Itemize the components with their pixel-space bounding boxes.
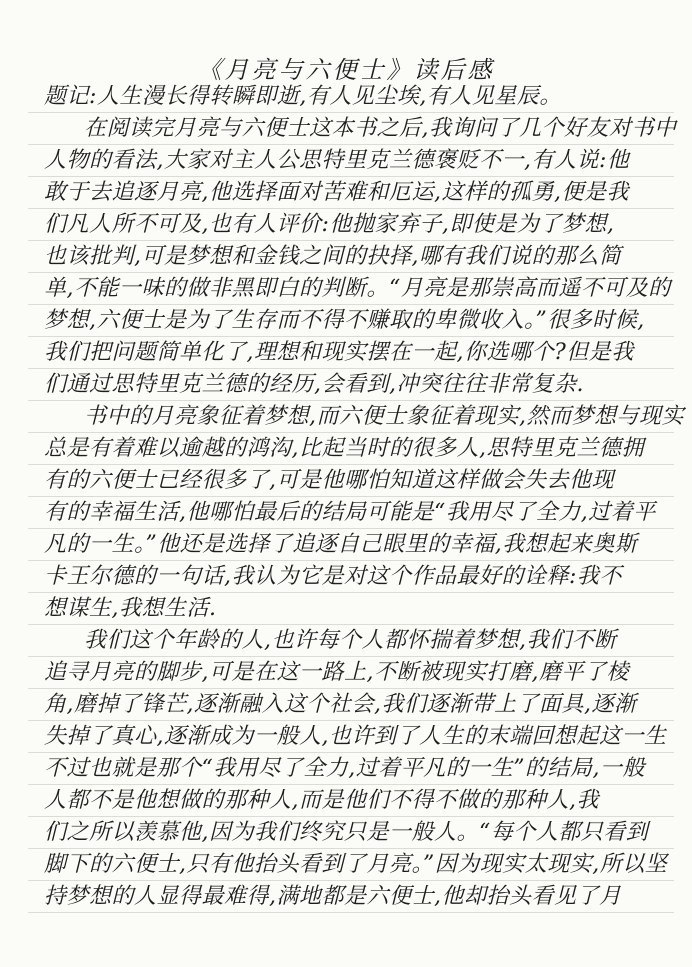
essay-line: 我们这个年龄的人,也许每个人都怀揣着梦想,我们不断 [84,628,617,653]
essay-line: 持梦想的人显得最难得,满地都是六便士,他却抬头看见了月 [44,884,622,909]
essay-line: 们之所以羡慕他,因为我们终究只是一般人。“每个人都只看到 [44,820,649,845]
essay-line: 有的幸福生活,他哪怕最后的结局可能是“我用尽了全力,过着平 [44,500,656,525]
essay-line: 们通过思特里克兰德的经历,会看到,冲突往往非常复杂. [44,372,584,397]
paper-rule-line [28,848,674,849]
essay-line: 们凡人所不可及,也有人评价:他抛家弃子,即使是为了梦想, [44,212,615,237]
essay-line: 单,不能一味的做非黑即白的判断。“月亮是那崇高而遥不可及的 [44,276,671,301]
paper-rule-line [28,272,674,273]
paper-rule-line [28,880,674,881]
paper-rule-line [28,208,674,209]
epigraph-line: 题记:人生漫长得转瞬即逝,有人见尘埃,有人见星辰。 [44,84,562,109]
paper-rule-line [28,752,674,753]
paper-rule-line [28,432,674,433]
paper-rule-line [28,144,674,145]
essay-line: 卡王尔德的一句话,我认为它是对这个作品最好的诠释:我不 [44,564,622,589]
essay-line: 凡的一生。”他还是选择了追逐自己眼里的幸福,我想起来奥斯 [44,532,638,557]
paper-rule-line [28,464,674,465]
paper-rule-line [28,592,674,593]
essay-line: 书中的月亮象征着梦想,而六便士象征着现实,然而梦想与现实 [84,404,684,429]
essay-line: 不过也就是那个“我用尽了全力,过着平凡的一生”的结局,一般 [44,756,645,781]
essay-line: 梦想,六便士是为了生存而不得不赚取的卑微收入。”很多时候, [44,308,645,333]
paper-rule-line [28,816,674,817]
essay-line: 我们把问题简单化了,理想和现实摆在一起,你选哪个?但是我 [44,340,634,365]
paper-rule-line [28,560,674,561]
paper-rule-line [28,912,674,913]
essay-line: 有的六便士已经很多了,可是他哪怕知道这样做会失去他现 [44,468,614,493]
essay-line: 追寻月亮的脚步,可是在这一路上,不断被现实打磨,磨平了棱 [44,660,629,685]
essay-line: 也该批判,可是梦想和金钱之间的抉择,哪有我们说的那么简 [44,244,622,269]
paper-rule-line [28,368,674,369]
paper-rule-line [28,656,674,657]
essay-line: 人都不是他想做的那种人,而是他们不得不做的那种人,我 [44,788,599,813]
essay-line: 想谋生,我想生活. [44,596,217,621]
essay-line: 脚下的六便士,只有他抬头看到了月亮。”因为现实太现实,所以坚 [44,852,668,877]
paper-rule-line [28,112,674,113]
essay-line: 失掉了真心,逐渐成为一般人,也许到了人生的末端回想起这一生 [44,724,667,749]
essay-line: 人物的看法,大家对主人公思特里克兰德褒贬不一,有人说:他 [44,148,630,173]
paper-rule-line [28,176,674,177]
paper-rule-line [28,304,674,305]
essay-title: 《月亮与六便士》读后感 [197,56,495,84]
paper-rule-line [28,720,674,721]
paper-rule-line [28,240,674,241]
paper-rule-line [28,336,674,337]
paper-rule-line [28,496,674,497]
paper-rule-line [28,688,674,689]
essay-line: 敢于去追逐月亮,他选择面对苦难和厄运,这样的孤勇,便是我 [44,180,629,205]
essay-line: 角,磨掉了锋芒,逐渐融入这个社会,我们逐渐带上了面具,逐渐 [44,692,637,717]
essay-line: 在阅读完月亮与六便士这本书之后,我询问了几个好友对书中 [84,116,677,141]
essay-line: 总是有着难以逾越的鸿沟,比起当时的很多人,思特里克兰德拥 [44,436,644,461]
paper-rule-line [28,400,674,401]
paper-rule-line [28,624,674,625]
paper-rule-line [28,784,674,785]
paper-rule-line [28,528,674,529]
